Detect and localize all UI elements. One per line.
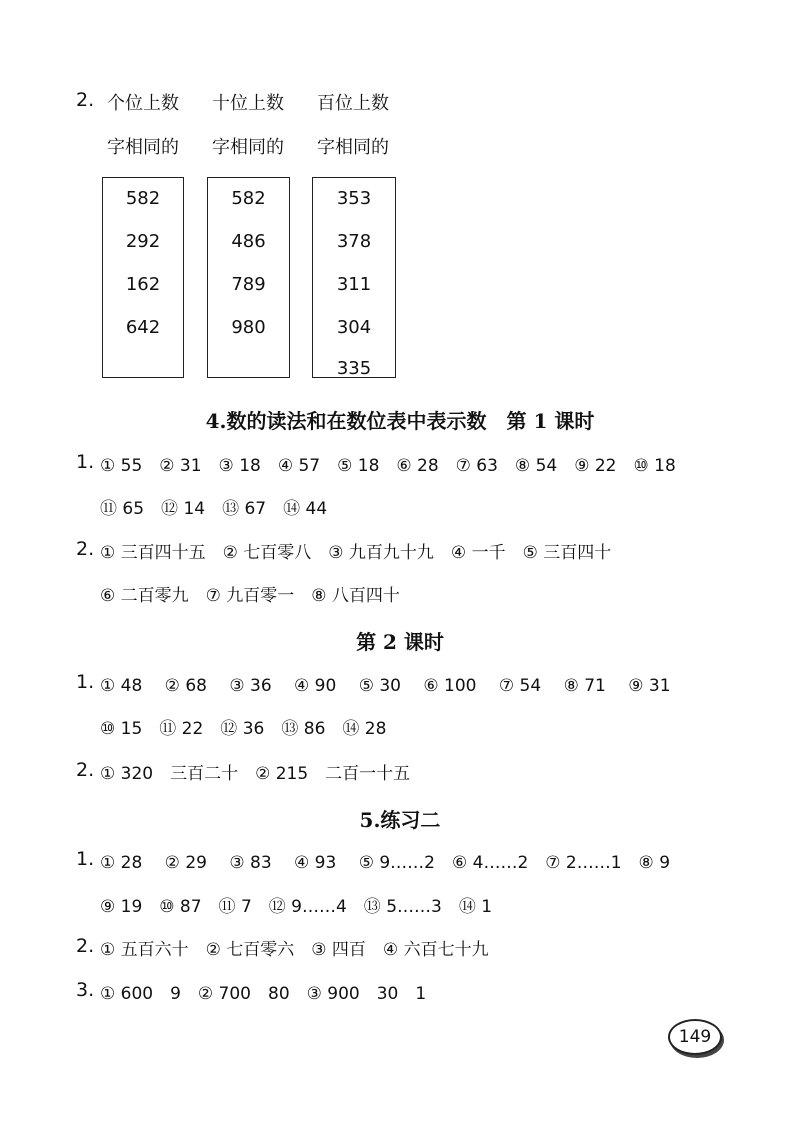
box-number: 304 [336, 317, 372, 338]
answer-row: ① 48 ② 68 ③ 36 ④ 90 ⑤ 30 ⑥ 100 ⑦ 54 ⑧ 71 ⑨ 31 [100, 676, 671, 696]
box-number: 353 [336, 188, 372, 209]
answer-row: ① 600 9 ② 700 80 ③ 900 30 1 [100, 984, 427, 1004]
header-hundreds-line1: 百位上数 [317, 93, 389, 114]
box-number: 311 [336, 274, 372, 295]
answer-row: ⑪ 65 ⑫ 14 ⑬ 67 ⑭ 44 [100, 499, 328, 519]
header-tens-line2: 字相同的 [212, 137, 284, 158]
question-number: 1. [76, 848, 95, 870]
box-number: 378 [336, 231, 372, 252]
answer-row: ⑥ 二百零九 ⑦ 九百零一 ⑧ 八百四十 [100, 586, 400, 606]
question-number: 1. [76, 451, 95, 473]
answer-row: ⑩ 15 ⑪ 22 ⑫ 36 ⑬ 86 ⑭ 28 [100, 719, 387, 739]
page-number: 149 [668, 1019, 722, 1055]
box-number: 582 [231, 188, 266, 209]
section-title: 第 2 课时 [356, 630, 444, 654]
header-tens-line1: 十位上数 [212, 93, 284, 114]
ones-box [102, 177, 184, 378]
answer-row: ① 28 ② 29 ③ 83 ④ 93 ⑤ 9……2 ⑥ 4……2 ⑦ 2……1 ⑧ 9 [100, 853, 671, 873]
box-number: 642 [125, 317, 161, 338]
box-number: 582 [125, 188, 161, 209]
answer-row: ① 320 三百二十 ② 215 二百一十五 [100, 764, 411, 784]
header-ones-line1: 个位上数 [107, 93, 179, 114]
question-number: 2. [76, 89, 95, 111]
box-number: 162 [125, 274, 161, 295]
question-number: 3. [76, 979, 95, 1001]
question-number: 2. [76, 935, 95, 957]
box-number: 980 [231, 317, 266, 338]
answer-row: ① 55 ② 31 ③ 18 ④ 57 ⑤ 18 ⑥ 28 ⑦ 63 ⑧ 54 ⑨ 22 ⑩ 18 [100, 456, 676, 476]
answer-row: ① 三百四十五 ② 七百零八 ③ 九百九十九 ④ 一千 ⑤ 三百四十 [100, 543, 612, 563]
question-number: 1. [76, 671, 95, 693]
header-hundreds-line2: 字相同的 [317, 137, 389, 158]
header-ones-line2: 字相同的 [107, 137, 179, 158]
section-title: 5.练习二 [359, 808, 441, 832]
question-number: 2. [76, 538, 95, 560]
box-number: 486 [231, 231, 266, 252]
hundreds-box [312, 177, 396, 378]
answer-row: ① 五百六十 ② 七百零六 ③ 四百 ④ 六百七十九 [100, 940, 489, 960]
box-number: 292 [125, 231, 161, 252]
section-title: 4.数的读法和在数位表中表示数 第 1 课时 [205, 409, 595, 433]
answer-row: ⑨ 19 ⑩ 87 ⑪ 7 ⑫ 9……4 ⑬ 5……3 ⑭ 1 [100, 897, 493, 917]
tens-box [207, 177, 290, 378]
box-number: 789 [231, 274, 266, 295]
box-number: 335 [336, 358, 372, 379]
question-number: 2. [76, 759, 95, 781]
